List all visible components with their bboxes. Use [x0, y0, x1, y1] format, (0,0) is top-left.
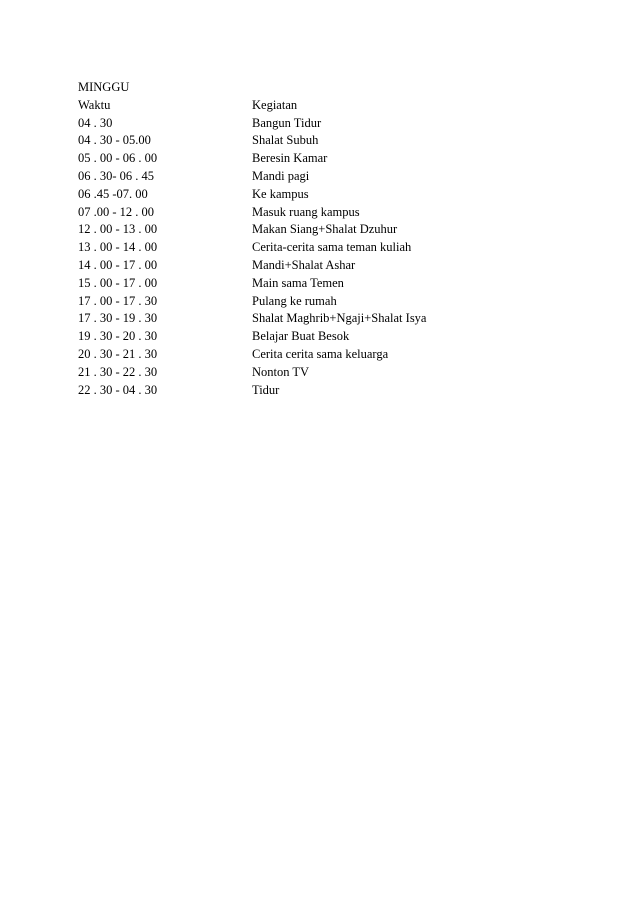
- schedule-row: [78, 257, 558, 275]
- time-cell: 14 . 00 - 17 . 00: [78, 257, 158, 272]
- schedule-row: [78, 293, 558, 311]
- schedule-row: [78, 132, 558, 150]
- time-cell: 04 . 30 - 05.00: [78, 133, 151, 148]
- schedule-row: [78, 115, 558, 133]
- schedule-row: [78, 328, 558, 346]
- schedule-row: [78, 346, 558, 364]
- activity-cell: Nonton TV: [252, 364, 310, 379]
- schedule-row: [78, 310, 558, 328]
- activity-cell: Belajar Buat Besok: [252, 329, 350, 344]
- activity-column-header: Kegiatan: [252, 97, 298, 112]
- schedule-row: [78, 239, 558, 257]
- schedule-document: [78, 79, 558, 399]
- time-cell: 17 . 00 - 17 . 30: [78, 293, 158, 308]
- schedule-row: [78, 221, 558, 239]
- schedule-row: [78, 382, 558, 400]
- time-cell: 04 . 30: [78, 115, 113, 130]
- activity-cell: Cerita-cerita sama teman kuliah: [252, 240, 412, 255]
- time-cell: 13 . 00 - 14 . 00: [78, 240, 158, 255]
- activity-cell: Pulang ke rumah: [252, 293, 337, 308]
- activity-cell: Mandi pagi: [252, 168, 310, 183]
- time-cell: 06 . 30- 06 . 45: [78, 168, 155, 183]
- activity-cell: Bangun Tidur: [252, 115, 322, 130]
- activity-cell: Makan Siang+Shalat Dzuhur: [252, 222, 398, 237]
- schedule-row: [78, 204, 558, 222]
- time-cell: 05 . 00 - 06 . 00: [78, 151, 158, 166]
- schedule-row: [78, 275, 558, 293]
- activity-cell: Shalat Maghrib+Ngaji+Shalat Isya: [252, 311, 427, 326]
- activity-cell: Masuk ruang kampus: [252, 204, 360, 219]
- time-cell: 17 . 30 - 19 . 30: [78, 311, 158, 326]
- activity-cell: Cerita cerita sama keluarga: [252, 346, 389, 361]
- activity-cell: Beresin Kamar: [252, 151, 328, 166]
- time-cell: 22 . 30 - 04 . 30: [78, 382, 158, 397]
- time-cell: 15 . 00 - 17 . 00: [78, 275, 158, 290]
- time-cell: 07 .00 - 12 . 00: [78, 204, 155, 219]
- time-cell: 06 .45 -07. 00: [78, 186, 148, 201]
- activity-cell: Tidur: [252, 382, 280, 397]
- schedule-row: [78, 168, 558, 186]
- time-cell: 20 . 30 - 21 . 30: [78, 346, 158, 361]
- schedule-header-row: [78, 97, 558, 115]
- time-cell: 12 . 00 - 13 . 00: [78, 222, 158, 237]
- schedule-row: [78, 364, 558, 382]
- time-column-header: Waktu: [78, 97, 111, 112]
- schedule-row: [78, 186, 558, 204]
- activity-cell: Main sama Temen: [252, 275, 344, 290]
- page-title: MINGGU: [78, 80, 130, 94]
- activity-cell: Shalat Subuh: [252, 133, 319, 148]
- time-cell: 19 . 30 - 20 . 30: [78, 329, 158, 344]
- schedule-row: [78, 150, 558, 168]
- activity-cell: Mandi+Shalat Ashar: [252, 257, 356, 272]
- activity-cell: Ke kampus: [252, 186, 309, 201]
- time-cell: 21 . 30 - 22 . 30: [78, 364, 158, 379]
